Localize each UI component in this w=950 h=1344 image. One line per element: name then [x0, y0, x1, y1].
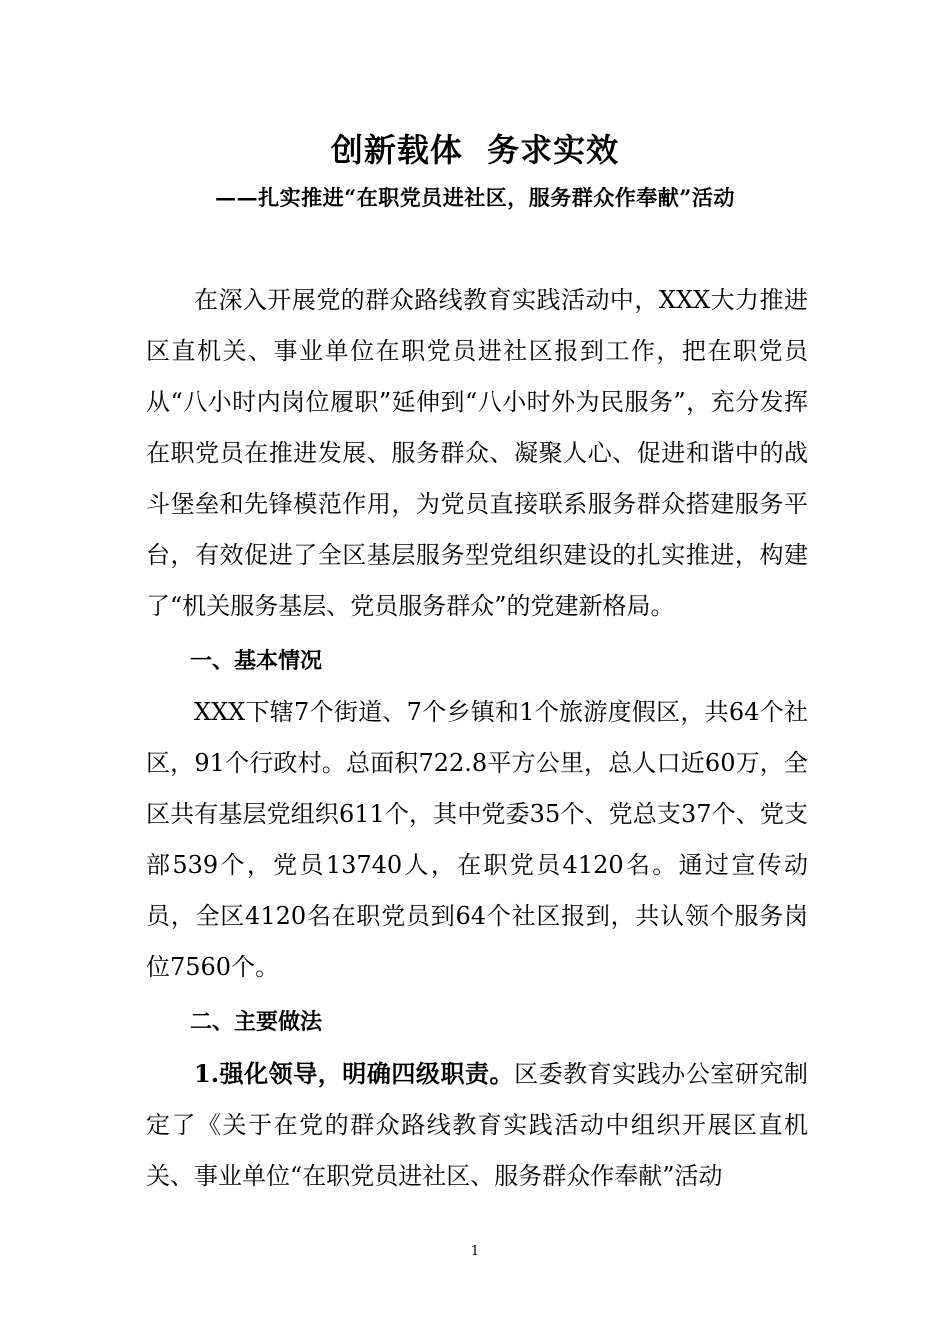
item-1-lead: 1.强化领导，明确四级职责。: [194, 1059, 515, 1088]
document-title: 创新载体 务求实效: [330, 131, 620, 169]
page-number: 1: [470, 1244, 480, 1259]
basic-situation-paragraph: XXX下辖7个街道、7个乡镇和1个旅游度假区，共64个社区，91个行政村。总面积722.8平方公里，总人口近60万，全区共有基层党组织611个，其中党委35个、党总支37个、党支部539个，党员13740人，在职党员4120名。通过宣传动员，全区4120名在职党员到64个社区报到，共认领个服务岗位7560个。: [146, 698, 808, 981]
document-body: [146, 275, 808, 1202]
main-practices-item-1: [146, 1048, 808, 1202]
intro-paragraph: 在深入开展党的群众路线教育实践活动中，XXX大力推进区直机关、事业单位在职党员进社区报到工作，把在职党员从“八小时内岗位履职”延伸到“八小时外为民服务”，充分发挥在职党员在推进发展、服务群众、凝聚人心、促进和谐中的战斗堡垒和先锋模范作用，为党员直接联系服务群众搭建服务平台，有效促进了全区基层服务型党组织建设的扎实推进，构建了“机关服务基层、党员服务群众”的党建新格局。: [146, 286, 808, 620]
section-heading-main-practices: 二、主要做法: [190, 1010, 323, 1035]
item-1-text: 区委教育实践办公室研究制定了《关于在党的群众路线教育实践活动中组织开展区直机关、事业单位“在职党员进社区、服务群众作奉献”活动: [146, 1060, 808, 1190]
section-heading-basic-situation: 一、基本情况: [190, 649, 323, 674]
document-subtitle: ——扎实推进“在职党员进社区，服务群众作奉献”活动: [215, 185, 735, 210]
